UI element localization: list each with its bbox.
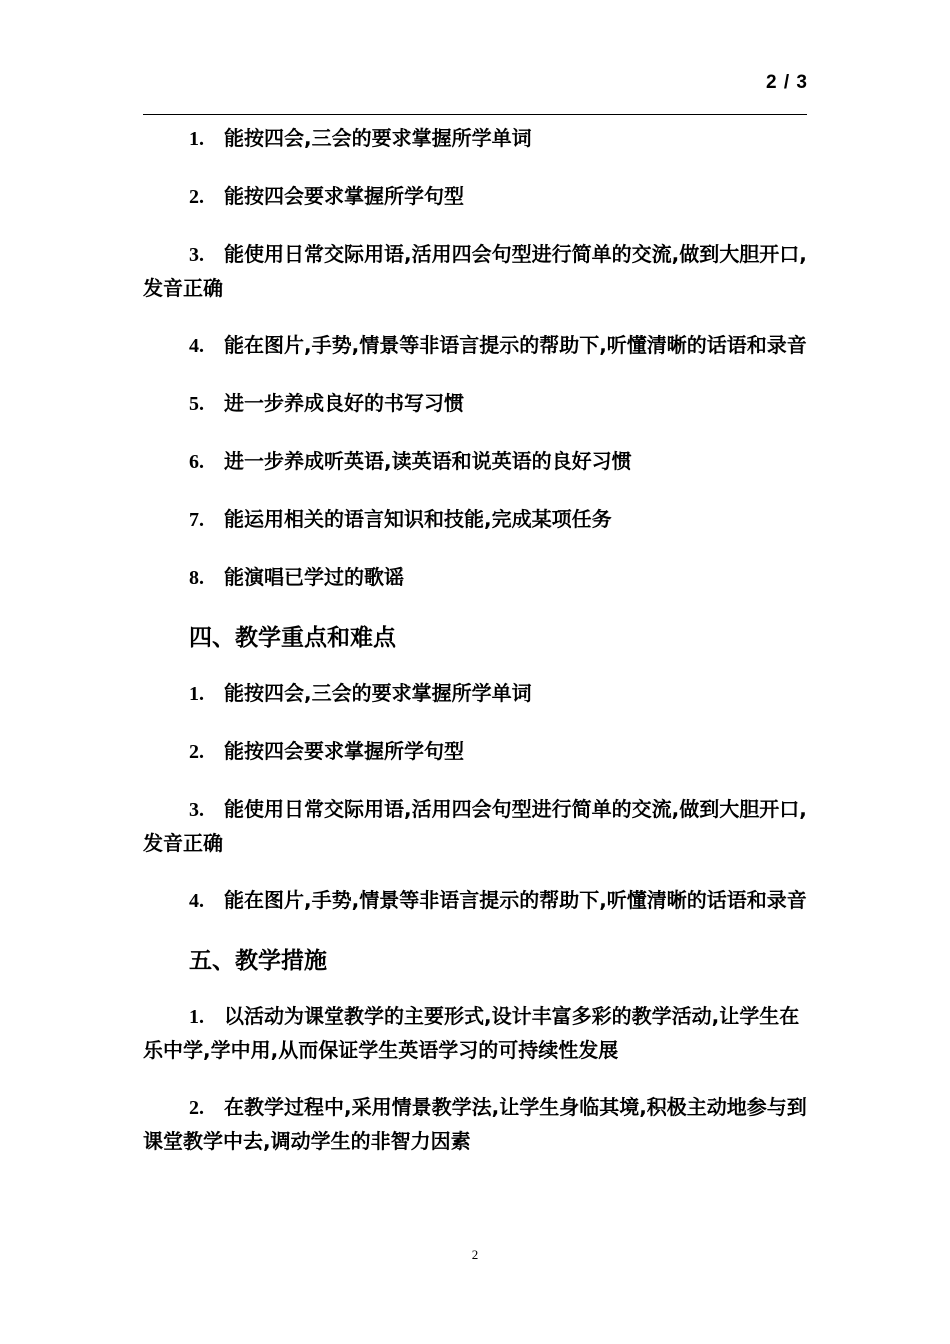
list-item: 3. 能使用日常交际用语,活用四会句型进行简单的交流,做到大胆开口,发音正确 [143,797,807,855]
list-item: 3. 能使用日常交际用语,活用四会句型进行简单的交流,做到大胆开口,发音正确 [143,242,807,300]
page-number: 2 [471,1247,479,1262]
list-item: 5. 进一步养成良好的书写习惯 [189,391,464,415]
list-item: 4. 能在图片,手势,情景等非语言提示的帮助下,听懂清晰的话语和录音 [189,888,807,912]
list-item: 4. 能在图片,手势,情景等非语言提示的帮助下,听懂清晰的话语和录音 [189,333,807,357]
section-heading: 五、教学措施 [189,948,327,974]
header-rule [143,114,807,115]
list-item: 2. 能按四会要求掌握所学句型 [189,184,464,208]
list-item: 2. 能按四会要求掌握所学句型 [189,739,464,763]
document-body [143,120,807,1158]
list-item: 6. 进一步养成听英语,读英语和说英语的良好习惯 [189,449,632,473]
list-item: 1. 能按四会,三会的要求掌握所学单词 [189,681,532,705]
page-counter: 2 / 3 [766,72,808,93]
section-heading: 四、教学重点和难点 [189,625,396,651]
list-item: 2. 在教学过程中,采用情景教学法,让学生身临其境,积极主动地参与到课堂教学中去,调动学生的非智力因素 [143,1095,807,1153]
list-item: 1. 以活动为课堂教学的主要形式,设计丰富多彩的教学活动,让学生在乐中学,学中用,从而保证学生英语学习的可持续性发展 [143,1004,800,1062]
list-item: 8. 能演唱已学过的歌谣 [189,565,404,589]
list-item: 1. 能按四会,三会的要求掌握所学单词 [189,126,532,150]
list-item: 7. 能运用相关的语言知识和技能,完成某项任务 [189,507,612,531]
